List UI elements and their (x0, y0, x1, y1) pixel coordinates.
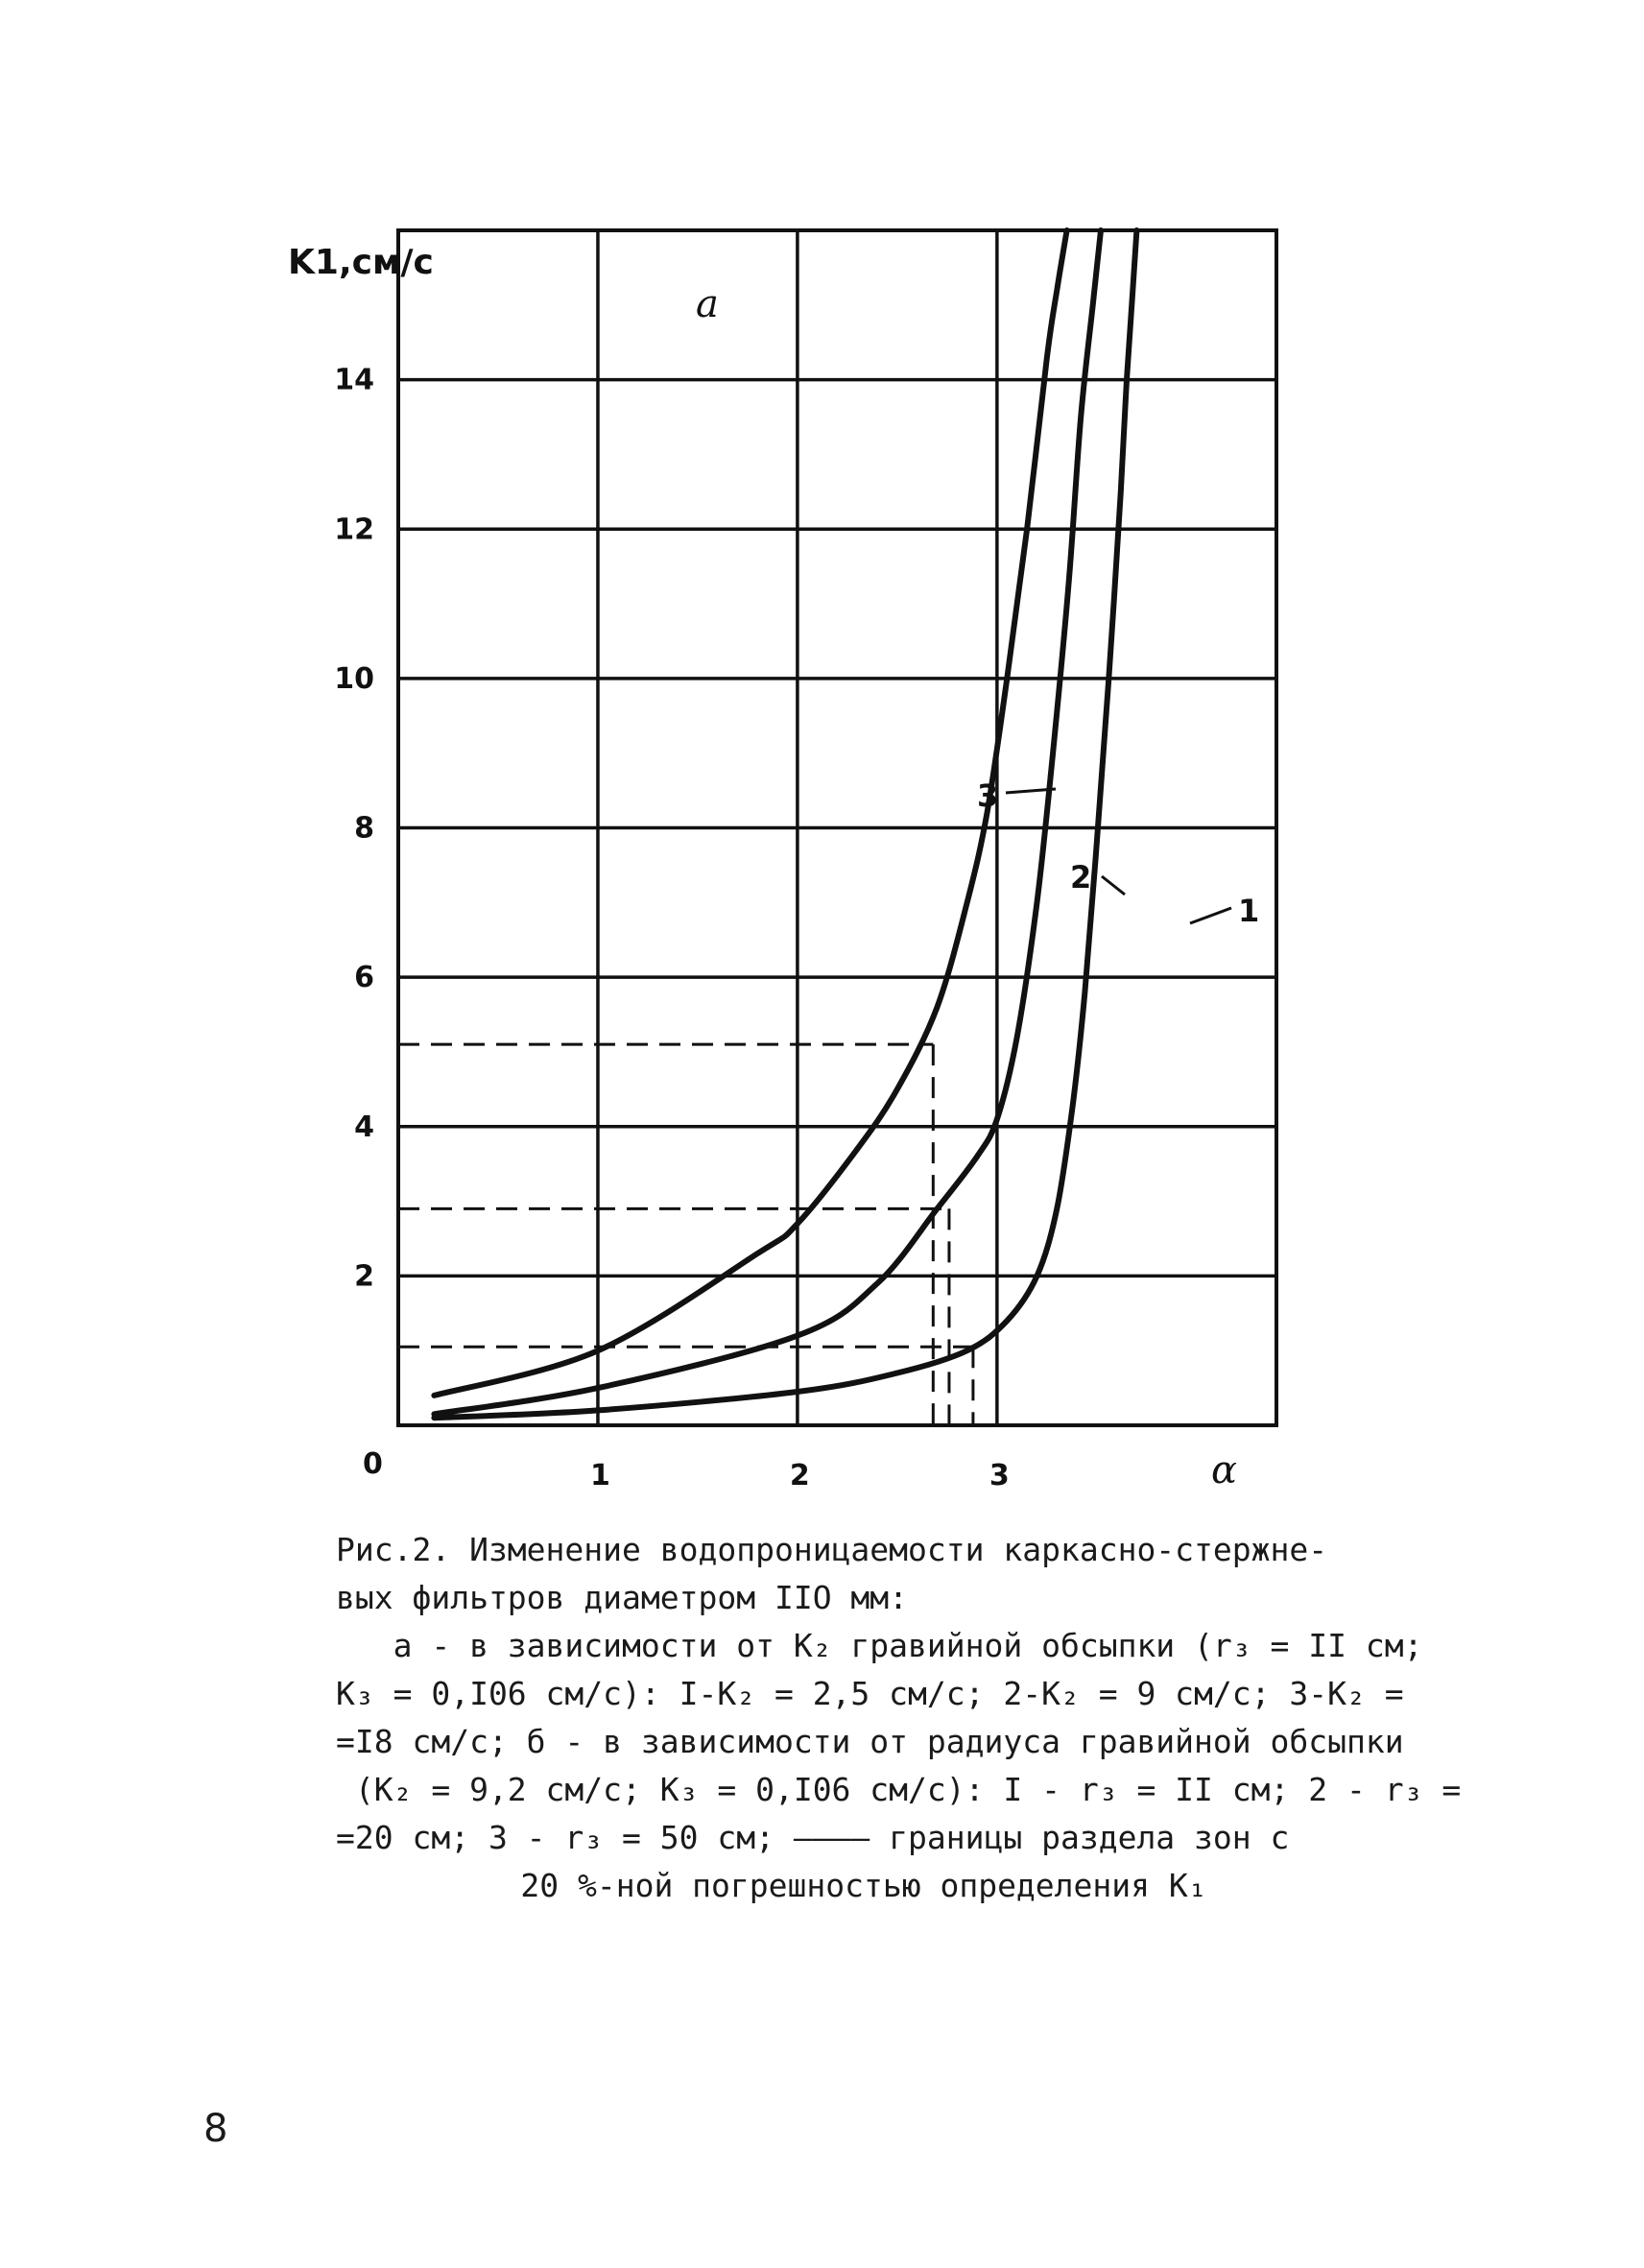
panel-label: а (696, 282, 719, 326)
curve-labels (977, 777, 1259, 929)
y-tick-label-10: 10 (334, 661, 374, 696)
y-tick-label-4: 4 (354, 1110, 374, 1144)
curve-label-leader-2 (1102, 876, 1125, 895)
y-axis-title: K1,см/с (288, 243, 434, 282)
x-tick-label-1: 1 (589, 1459, 610, 1492)
caption-line-6: (K₂ = 9,2 см/с; K₃ = 0,I06 см/с): I - r₃ = II см; 2 - r₃ = (336, 1771, 1462, 1808)
curves (434, 230, 1136, 1418)
curve-3 (434, 230, 1066, 1396)
y-tick-label-2: 2 (354, 1259, 374, 1294)
caption-line-7: =20 см; 3 - r₃ = 50 см; ———— границы раздела зон с (336, 1819, 1290, 1856)
caption-line-2: вых фильтров диаметром IIO мм: (336, 1579, 909, 1616)
curve-label-2: 2 (1070, 859, 1092, 895)
x-axis-title: α (1211, 1448, 1238, 1492)
curve-1 (434, 230, 1136, 1418)
curve-label-leader-1 (1190, 908, 1231, 923)
y-tick-label-14: 14 (334, 363, 374, 397)
caption-line-5: =I8 см/с; б - в зависимости от радиуса гравийной обсыпки (336, 1723, 1404, 1760)
figure-caption (336, 1526, 1462, 1910)
curve-label-1: 1 (1238, 893, 1260, 929)
caption-line-3: а - в зависимости от K₂ гравийной обсыпки (r₃ = II см; (336, 1627, 1423, 1664)
caption-line-1: Рис.2. Изменение водопроницаемости каркасно-стержне- (336, 1531, 1328, 1568)
caption-line-8: 20 %-ной погрешностью определения K₁ (520, 1867, 1207, 1904)
grid (398, 230, 1276, 1425)
x-tick-label-3: 3 (989, 1459, 1010, 1492)
origin-label: 0 (363, 1447, 383, 1481)
y-tick-label-6: 6 (354, 961, 374, 995)
y-tick-label-12: 12 (334, 513, 374, 547)
page-number: 8 (203, 2107, 228, 2151)
y-tick-label-8: 8 (354, 811, 374, 846)
caption-line-4: K₃ = 0,I06 см/с): I-K₂ = 2,5 см/с; 2-K₂ = 9 см/с; 3-K₂ = (336, 1675, 1404, 1712)
curve-label-3: 3 (977, 777, 999, 814)
curve-2 (434, 230, 1101, 1414)
tick-labels (334, 364, 1009, 1492)
x-tick-label-2: 2 (789, 1459, 810, 1492)
